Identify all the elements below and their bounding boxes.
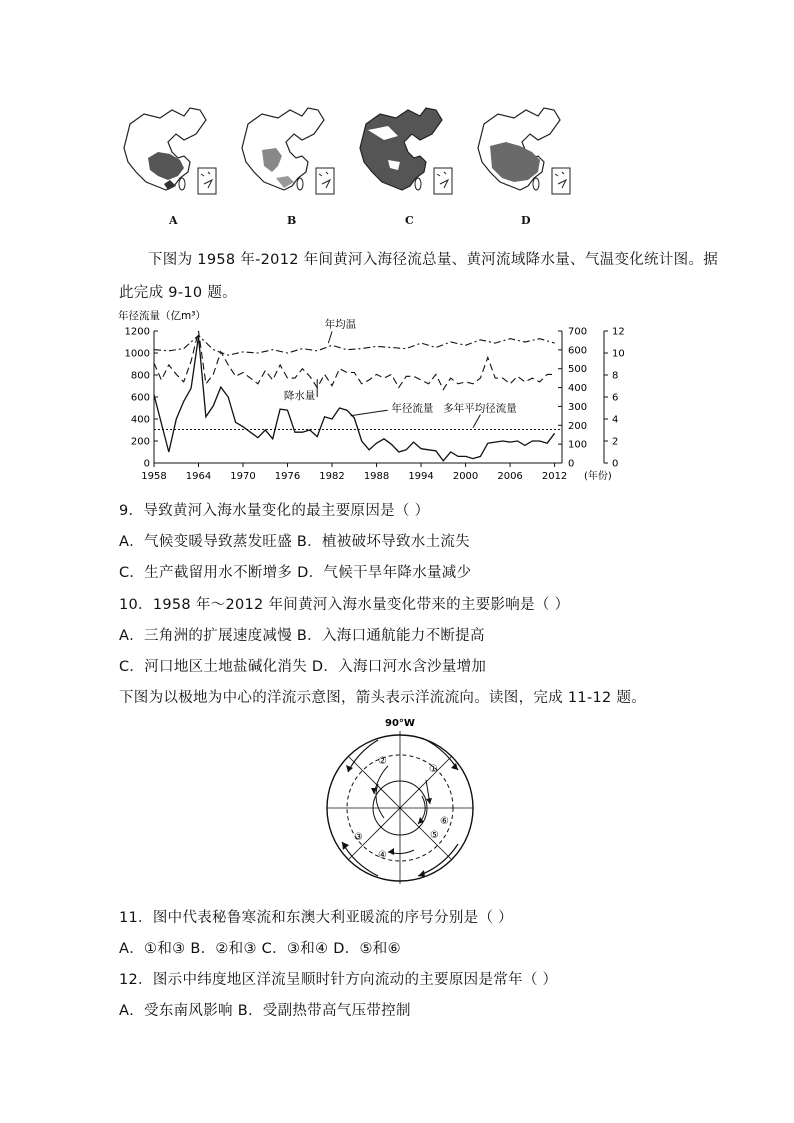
- x-tick-label: 1970: [230, 471, 256, 482]
- annotation-runoff-arrow: [351, 410, 388, 416]
- china-maps-figure: [118, 100, 588, 230]
- right2-tick-label: 2: [612, 436, 619, 448]
- map-d: [478, 108, 570, 194]
- right1-tick-label: 500: [568, 364, 588, 376]
- map-label-d: D: [521, 214, 531, 227]
- annotation-precip: 降水量: [283, 389, 316, 402]
- intro-text-ocean: 下图为以极地为中心的洋流示意图，箭头表示洋流流向。读图，完成 11-12 题。: [119, 690, 647, 706]
- map-b: [242, 108, 334, 194]
- right2-tick-label: 8: [612, 370, 619, 382]
- left-tick-label: 1200: [124, 326, 150, 338]
- polar-current-diagram: [318, 714, 482, 884]
- right2-tick-label: 12: [612, 326, 625, 338]
- polar-marker-4: ④: [378, 850, 387, 861]
- right1-tick-label: 200: [568, 420, 588, 432]
- x-tick-label: 1976: [274, 471, 301, 482]
- right1-tick-label: 400: [568, 383, 588, 395]
- x-tick-label: 2006: [497, 471, 523, 482]
- x-tick-label: 1988: [363, 471, 390, 482]
- x-tick-label: 2000: [452, 471, 479, 482]
- x-axis-label: (年份): [584, 471, 612, 482]
- map-label-a: A: [169, 214, 178, 227]
- map-label-c: C: [405, 214, 414, 227]
- map-a: [124, 108, 216, 194]
- left-tick-label: 0: [143, 458, 150, 470]
- left-tick-label: 200: [130, 436, 150, 448]
- q12-stem: 12．图示中纬度地区洋流呈顺时针方向流动的主要原因是常年（ ）: [119, 972, 558, 988]
- q9-stem: 9．导致黄河入海水量变化的最主要原因是（ ）: [119, 503, 430, 519]
- annotation-avg: 多年平均径流量: [443, 402, 517, 415]
- polar-marker-3: ③: [354, 832, 363, 843]
- polar-marker-5: ⑤: [430, 830, 439, 841]
- polar-marker-1: ①: [429, 764, 438, 775]
- series-line-0: [154, 337, 555, 461]
- x-tick-label: 1964: [185, 471, 212, 482]
- annotation-runoff: 年径流量: [391, 402, 434, 415]
- annotation-temp-arrow: [328, 331, 332, 343]
- right1-tick-label: 300: [568, 401, 588, 413]
- annotation-avg-arrow: [473, 415, 480, 428]
- polar-marker-6: ⑥: [440, 816, 449, 827]
- left-axis-label: 年径流量（亿m³）: [118, 310, 206, 322]
- intro-text-line2: 此完成 9-10 题。: [119, 285, 237, 301]
- left-tick-label: 400: [130, 414, 150, 426]
- q11-options: A．①和③ B．②和③ C．③和④ D．⑤和⑥: [119, 941, 401, 957]
- intro-text-line1: 下图为 1958 年-2012 年间黄河入海径流总量、黄河流域降水量、气温变化统计图。据: [148, 252, 719, 268]
- q10-options-ab: A．三角洲的扩展速度减慢 B．入海口通航能力不断提高: [119, 628, 485, 644]
- right1-tick-label: 0: [568, 458, 575, 470]
- right1-tick-label: 600: [568, 345, 588, 357]
- q9-options-cd: C．生产截留用水不断增多 D．气候干旱年降水量减少: [119, 565, 472, 581]
- right2-tick-label: 10: [612, 348, 625, 360]
- right1-tick-label: 700: [568, 326, 588, 338]
- map-label-b: B: [287, 214, 297, 227]
- polar-marker-2: ②: [378, 756, 387, 767]
- q11-stem: 11．图中代表秘鲁寒流和东澳大利亚暖流的序号分别是（ ）: [119, 910, 513, 926]
- polar-top-label: 90°W: [385, 718, 415, 729]
- annotation-temp: 年均温: [324, 318, 357, 331]
- right1-tick-label: 100: [568, 439, 588, 451]
- runoff-precip-temp-chart: [110, 305, 670, 485]
- map-c: [360, 108, 452, 194]
- left-tick-label: 600: [130, 392, 150, 404]
- x-tick-label: 1982: [319, 471, 345, 482]
- left-tick-label: 800: [130, 370, 150, 382]
- x-tick-label: 1958: [141, 471, 167, 482]
- right2-tick-label: 6: [612, 392, 619, 404]
- q9-options-ab: A．气候变暖导致蒸发旺盛 B．植被破坏导致水土流失: [119, 534, 470, 550]
- left-tick-label: 1000: [124, 348, 150, 360]
- x-tick-label: 1994: [408, 471, 434, 482]
- right2-tick-label: 4: [612, 414, 619, 426]
- series-line-3: [154, 335, 555, 355]
- q10-options-cd: C．河口地区土地盐碱化消失 D．入海口河水含沙量增加: [119, 659, 487, 675]
- series-line-2: [154, 331, 555, 390]
- q12-options: A．受东南风影响 B．受副热带高气压带控制: [119, 1003, 411, 1019]
- x-tick-label: 2012: [541, 471, 568, 482]
- right2-tick-label: 0: [612, 458, 619, 470]
- q10-stem: 10．1958 年～2012 年间黄河入海水量变化带来的主要影响是（ ）: [119, 597, 570, 613]
